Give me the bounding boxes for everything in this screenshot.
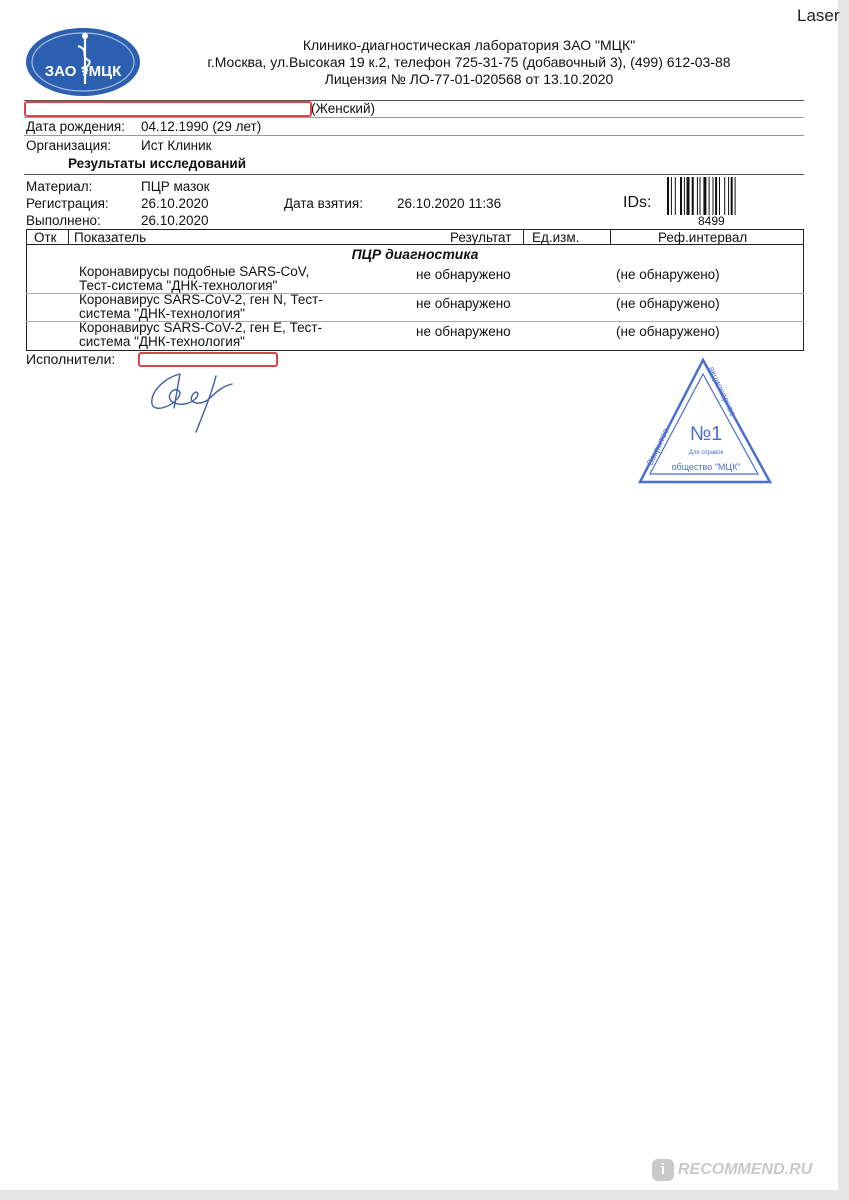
- birth-label: Дата рождения:: [26, 119, 125, 134]
- org-label: Организация:: [26, 138, 112, 153]
- stamp-arc-text-2: акционерное: [706, 364, 739, 418]
- page-edge-right: [838, 0, 849, 1200]
- header-ref: Реф.интервал: [658, 230, 748, 245]
- watermark-icon: i: [652, 1159, 674, 1181]
- row-2-name-line1: Коронавирус SARS-CoV-2, ген N, Тест-: [79, 292, 323, 307]
- lab-stamp: [636, 356, 774, 486]
- barcode-bar: [680, 177, 682, 215]
- col-divider-3: [610, 229, 611, 245]
- barcode-bar: [675, 177, 676, 215]
- barcode-bar: [700, 177, 701, 215]
- patient-rule-1: [24, 117, 804, 118]
- barcode-bar: [715, 177, 717, 215]
- logo-text: ЗАО ⚕МЦК: [44, 63, 122, 80]
- barcode-number: 8499: [698, 214, 725, 228]
- barcode-bar: [667, 177, 669, 215]
- barcode-bar: [728, 177, 729, 215]
- barcode-bar: [703, 177, 706, 215]
- barcode-bar: [713, 177, 714, 215]
- barcode-bar: [687, 177, 690, 215]
- barcode-bar: [692, 177, 694, 215]
- stamp-bottom: общество "МЦК": [671, 462, 741, 472]
- registration-value: 26.10.2020: [141, 196, 209, 211]
- section-title: ПЦР диагностика: [351, 246, 479, 262]
- row-1-ref: (не обнаружено): [616, 267, 720, 282]
- results-title: Результаты исследований: [68, 156, 246, 171]
- header-unit: Ед.изм.: [532, 230, 580, 245]
- stamp-arc-text-1: Закрытое: [644, 426, 671, 467]
- row-3-result: не обнаружено: [416, 324, 511, 339]
- redacted-executor-name: [138, 352, 278, 367]
- material-label: Материал:: [26, 179, 93, 194]
- signature: [144, 368, 260, 438]
- redacted-patient-name: [24, 101, 312, 117]
- patient-gender: (Женский): [311, 101, 375, 116]
- barcode-bar: [671, 177, 672, 215]
- executors-label: Исполнители:: [26, 351, 116, 367]
- row-1-name-line1: Коронавирусы подобные SARS-CoV,: [79, 264, 310, 279]
- row-1-result: не обнаружено: [416, 267, 511, 282]
- lab-name: Клинико-диагностическая лаборатория ЗАО "МЦК": [302, 37, 636, 53]
- barcode-bar: [719, 177, 720, 215]
- col-divider-1: [68, 229, 69, 245]
- barcode-bar: [724, 177, 725, 215]
- lab-address: г.Москва, ул.Высокая 19 к.2, телефон 725-31-75 (добавочный 3), (499) 612-03-88: [207, 54, 731, 70]
- material-value: ПЦР мазок: [141, 179, 210, 194]
- taken-value: 26.10.2020 11:36: [397, 196, 502, 211]
- done-label: Выполнено:: [26, 213, 101, 228]
- barcode-bar: [697, 177, 698, 215]
- row-3-name-line2: система "ДНК-технология": [79, 334, 245, 349]
- col-divider-2: [523, 229, 524, 245]
- registration-label: Регистрация:: [26, 196, 109, 211]
- barcode-bar: [684, 177, 685, 215]
- taken-label: Дата взятия:: [284, 196, 363, 211]
- row-2-name-line2: система "ДНК-технология": [79, 306, 245, 321]
- ids-label: IDs:: [623, 194, 652, 211]
- watermark: [652, 1158, 812, 1182]
- done-value: 26.10.2020: [141, 213, 209, 228]
- birth-value: 04.12.1990 (29 лет): [141, 119, 262, 134]
- patient-rule-2: [24, 135, 804, 136]
- header-result: Результат: [450, 230, 512, 245]
- row-2-ref: (не обнаружено): [616, 296, 720, 311]
- row-3-name-line1: Коронавирус SARS-CoV-2, ген E, Тест-: [79, 320, 323, 335]
- clinic-logo: [24, 26, 142, 98]
- row-3-ref: (не обнаружено): [616, 324, 720, 339]
- stamp-small: Для справок: [688, 450, 724, 456]
- svg-text:Закрытое: [645, 426, 671, 466]
- row-1-name-line2: Тест-система "ДНК-технология": [79, 278, 278, 293]
- barcode-bar: [709, 177, 710, 215]
- sample-rule: [24, 174, 804, 175]
- corner-label: Laser: [797, 6, 840, 25]
- row-2-result: не обнаружено: [416, 296, 511, 311]
- barcode-bar: [735, 177, 736, 215]
- barcode-bar: [731, 177, 733, 215]
- lab-license: Лицензия № ЛО-77-01-020568 от 13.10.2020: [324, 71, 614, 87]
- stamp-number: №1: [689, 423, 723, 445]
- page-edge-bottom: [0, 1190, 849, 1200]
- watermark-text: RECOMMEND.RU: [678, 1161, 813, 1178]
- org-value: Ист Клиник: [141, 138, 212, 153]
- header-otk: Отк: [34, 230, 57, 245]
- barcode: [667, 177, 759, 215]
- header-indicator: Показатель: [74, 230, 147, 245]
